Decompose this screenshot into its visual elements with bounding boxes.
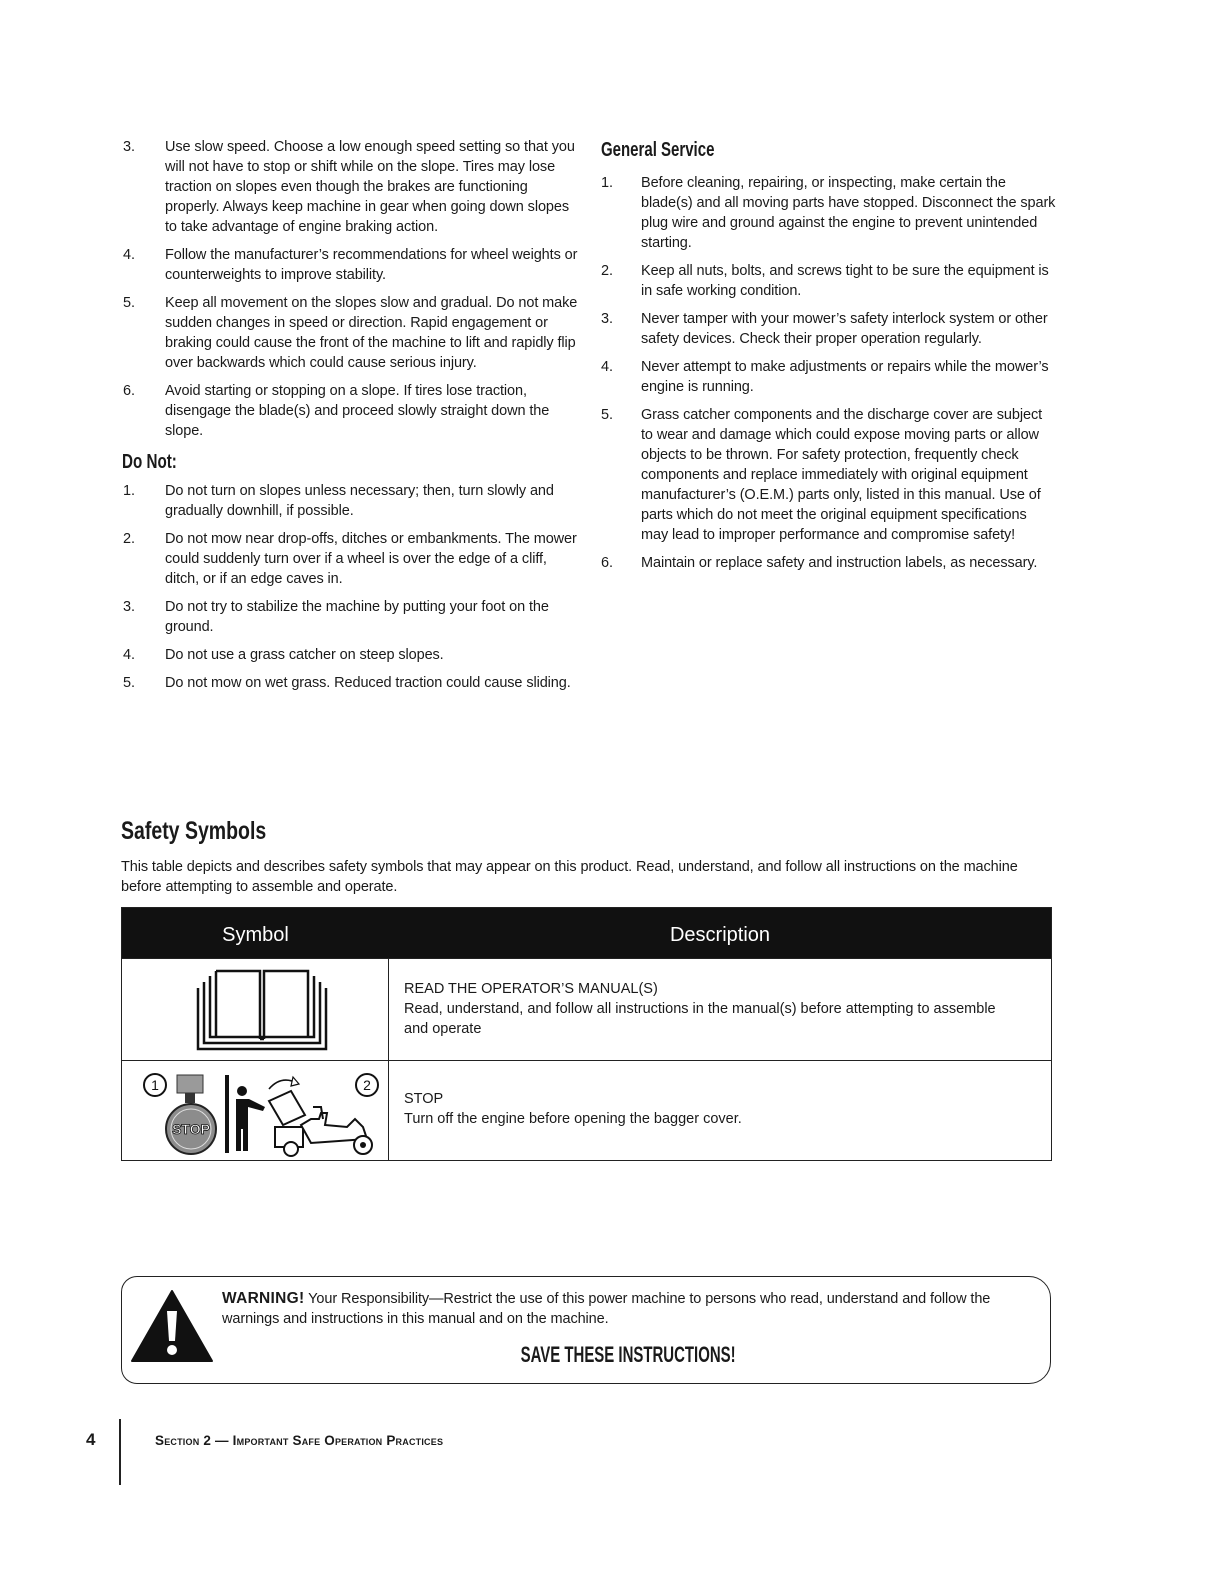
item-text: Do not mow near drop-offs, ditches or embankments. The mower could suddenly turn over if a wheel is over the edge of a cliff, ditch, or if an edge caves in. — [165, 531, 577, 587]
table-row — [122, 1060, 1051, 1160]
item-text: Do not try to stabilize the machine by putting your foot on the ground. — [165, 599, 549, 635]
open-book-icon — [195, 968, 329, 1052]
section-title: Section 2 — Important Safe Operation Practices — [155, 1433, 444, 1448]
save-instructions-text: SAVE THESE INSTRUCTIONS! — [520, 1342, 736, 1367]
warning-box — [121, 1276, 1051, 1384]
item-text: Never attempt to make adjustments or repairs while the mower’s engine is running. — [641, 359, 1049, 395]
item-number: 1. — [123, 483, 135, 499]
list-item — [121, 381, 583, 441]
page-number: 4 — [86, 1430, 96, 1449]
safety-symbols-heading-text: Safety Symbols — [121, 817, 267, 845]
list-item — [601, 405, 1063, 545]
item-text: Avoid starting or stopping on a slope. If tires lose traction, disengage the blade(s) and proceed slowly straight down the slope. — [165, 383, 550, 439]
item-text: Follow the manufacturer’s recommendations for wheel weights or counterweights to improve stability. — [165, 247, 578, 283]
item-text: Do not mow on wet grass. Reduced traction could cause sliding. — [165, 675, 571, 691]
table-header — [122, 908, 1051, 958]
step-2-label: 2 — [363, 1077, 371, 1093]
general-service-heading — [601, 137, 1063, 163]
list-item — [601, 309, 1063, 349]
symbol-cell — [122, 959, 389, 1060]
item-number: 4. — [123, 647, 135, 663]
list-item — [121, 481, 583, 521]
item-number: 6. — [123, 383, 135, 399]
right-column — [601, 137, 1063, 581]
item-number: 3. — [123, 139, 135, 155]
description-cell — [389, 959, 1051, 1060]
warning-body: Your Responsibility—Restrict the use of this power machine to persons who read, understand and follow the warnings and instructions in this manual and on the machine. — [222, 1291, 991, 1327]
save-instructions — [222, 1341, 1034, 1369]
item-number: 4. — [123, 247, 135, 263]
list-item — [121, 645, 583, 665]
column-header-description: Description — [669, 924, 771, 946]
list-item — [121, 529, 583, 589]
safety-symbols-heading — [121, 815, 307, 847]
item-text: Do not use a grass catcher on steep slopes. — [165, 647, 444, 663]
item-text: Grass catcher components and the discharge cover are subject to wear and damage which could expose moving parts or allow objects to be thrown. For safety protection, frequently check components and replace immediately with original equipment manufacturer’s (O.E.M.) parts only, listed in this manual. Use of parts which do not meet the original equipment specifications may lead to improper performance and compromise safety! — [641, 407, 1043, 543]
left-column — [121, 137, 583, 701]
item-text: Keep all nuts, bolts, and screws tight to be sure the equipment is in safe working condition. — [641, 263, 1049, 299]
symbol-title: STOP — [404, 1091, 444, 1107]
column-header-symbol: Symbol — [222, 924, 289, 946]
item-number: 1. — [601, 175, 613, 191]
item-number: 6. — [601, 555, 613, 571]
list-item — [601, 173, 1063, 253]
do-not-heading — [122, 449, 583, 475]
item-number: 4. — [601, 359, 613, 375]
list-item — [121, 673, 583, 693]
warning-triangle-icon — [130, 1289, 214, 1363]
symbol-description: Turn off the engine before opening the bagger cover. — [404, 1111, 742, 1127]
item-text: Maintain or replace safety and instruction labels, as necessary. — [641, 555, 1038, 571]
description-cell — [389, 1061, 1051, 1160]
item-text: Keep all movement on the slopes slow and gradual. Do not make sudden changes in speed or direction. Rapid engagement or braking could cause the front of the machine to lift and rapidly flip over backwards which could cause serious injury. — [165, 295, 578, 371]
list-item — [121, 597, 583, 637]
item-text: Never tamper with your mower’s safety interlock system or other safety devices. Check their proper operation regularly. — [641, 311, 1048, 347]
general-service-heading-text: General Service — [601, 139, 715, 161]
list-item — [121, 293, 583, 373]
item-text: Do not turn on slopes unless necessary; then, turn slowly and gradually downhill, if possible. — [165, 483, 554, 519]
item-number: 3. — [123, 599, 135, 615]
list-item — [121, 137, 583, 237]
item-number: 2. — [601, 263, 613, 279]
safety-symbols-intro: This table depicts and describes safety symbols that may appear on this product. Read, understand, and follow all instructions on the machine before attempting to assemble and operate. — [121, 859, 1018, 895]
item-number: 5. — [601, 407, 613, 423]
step-1-label: 1 — [151, 1077, 159, 1093]
symbol-cell — [122, 1061, 389, 1160]
symbol-title: READ THE OPERATOR’S MANUAL(S) — [404, 981, 658, 997]
list-item — [601, 357, 1063, 397]
symbol-description: Read, understand, and follow all instructions in the manual(s) before attempting to assemble and operate — [404, 1001, 996, 1037]
warning-label: WARNING! — [222, 1290, 305, 1307]
footer-divider — [119, 1419, 121, 1485]
warning-text — [222, 1289, 1012, 1329]
item-text: Before cleaning, repairing, or inspecting, make certain the blade(s) and all moving parts have stopped. Disconnect the spark plug wire and ground against the engine to prevent unintended starting. — [641, 175, 1056, 251]
list-item — [601, 261, 1063, 301]
item-number: 3. — [601, 311, 613, 327]
item-number: 5. — [123, 295, 135, 311]
item-text: Use slow speed. Choose a low enough speed setting so that you will not have to stop or shift while on the slope. Tires may lose traction on slopes even though the brakes are functioning properly. Always keep machine in gear when going down slopes to take advantage of engine braking action. — [165, 139, 575, 235]
list-item — [121, 245, 583, 285]
safety-symbols-table — [121, 907, 1052, 1161]
item-number: 2. — [123, 531, 135, 547]
stop-engine-bagger-icon — [141, 1067, 385, 1159]
stop-badge-label: STOP — [172, 1121, 210, 1137]
list-item — [601, 553, 1063, 573]
item-number: 5. — [123, 675, 135, 691]
do-not-heading-text: Do Not: — [122, 451, 177, 473]
table-row — [122, 958, 1051, 1060]
